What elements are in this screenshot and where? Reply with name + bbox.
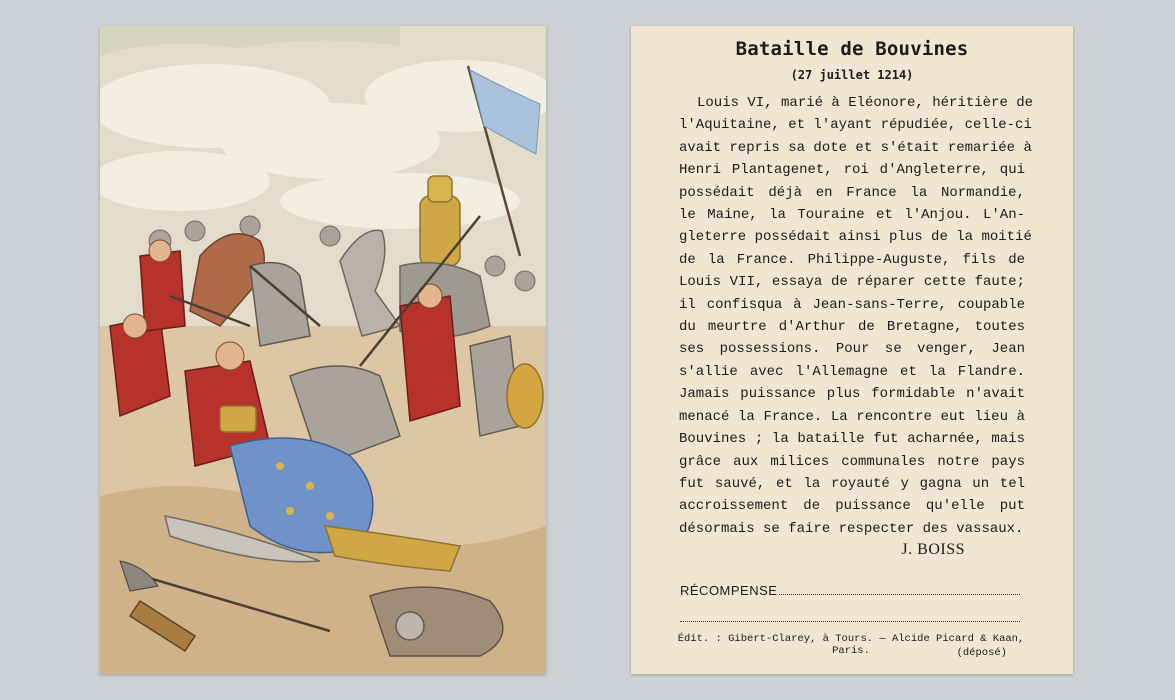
publisher-line: Édit. : Gibert-Clarey, à Tours. — Alcide Picard & Kaan, Paris. (677, 633, 1025, 657)
text-card (631, 26, 1073, 674)
text-line: l'Aquitaine, et l'ayant répudiée, celle-ci (679, 117, 1032, 134)
illustration-card (100, 26, 546, 674)
text-line: avait repris sa dote et s'était remariée à (679, 139, 1032, 156)
text-line: accroissement de puissance qu'elle put (679, 498, 1025, 515)
text-line: Henri Plantagenet, roi d'Angleterre, qui (679, 162, 1025, 179)
page-title: Bataille de Bouvines (735, 38, 969, 60)
battle-scene-illustration (100, 26, 546, 674)
text-line: de la France. Philippe-Auguste, fils de (679, 251, 1025, 268)
reward-dotted-line (779, 583, 1020, 595)
text-line: s'allie avec l'Allemagne et la Flandre. (679, 363, 1025, 380)
reward-field (680, 583, 1020, 598)
battle-date: (27 juillet 1214) (790, 68, 914, 82)
text-line: désormais se faire respecter des vassaux. (679, 520, 1024, 537)
fallen-soldier (370, 587, 503, 656)
text-line: Jamais puissance plus formidable n'avait (679, 386, 1025, 403)
body-text (679, 92, 1034, 540)
text-line: Bouvines ; la bataille fut acharnée, mais (679, 431, 1025, 448)
signature: J. BOISS (901, 541, 965, 558)
text-line: grâce aux milices communales notre pays (679, 453, 1025, 470)
dotted-divider (680, 621, 1020, 622)
text-line: gleterre possédait ainsi plus de la moitié (679, 229, 1032, 246)
text-line: il confisqua à Jean-sans-Terre, coupable (679, 296, 1025, 313)
reward-label: RÉCOMPENSE (680, 583, 778, 598)
text-line: Louis VI, marié à Eléonore, héritière de (697, 95, 1034, 111)
text-line: menacé la France. La rencontre eut lieu à (679, 408, 1025, 425)
text-line: Louis VII, essaya de réparer cette faute; (679, 274, 1025, 291)
text-line: possédait déjà en France la Normandie, (679, 184, 1025, 201)
text-line: le Maine, la Touraine et l'Anjou. L'An- (679, 207, 1025, 224)
text-line: fut sauvé, et la royauté y gagna un tel (679, 475, 1025, 492)
round-shield (507, 364, 543, 428)
text-line: du meurtre d'Arthur de Bretagne, toutes (679, 319, 1025, 336)
deposited-note: (déposé) (956, 647, 1007, 659)
text-line: ses possessions. Pour se venger, Jean (679, 341, 1025, 358)
